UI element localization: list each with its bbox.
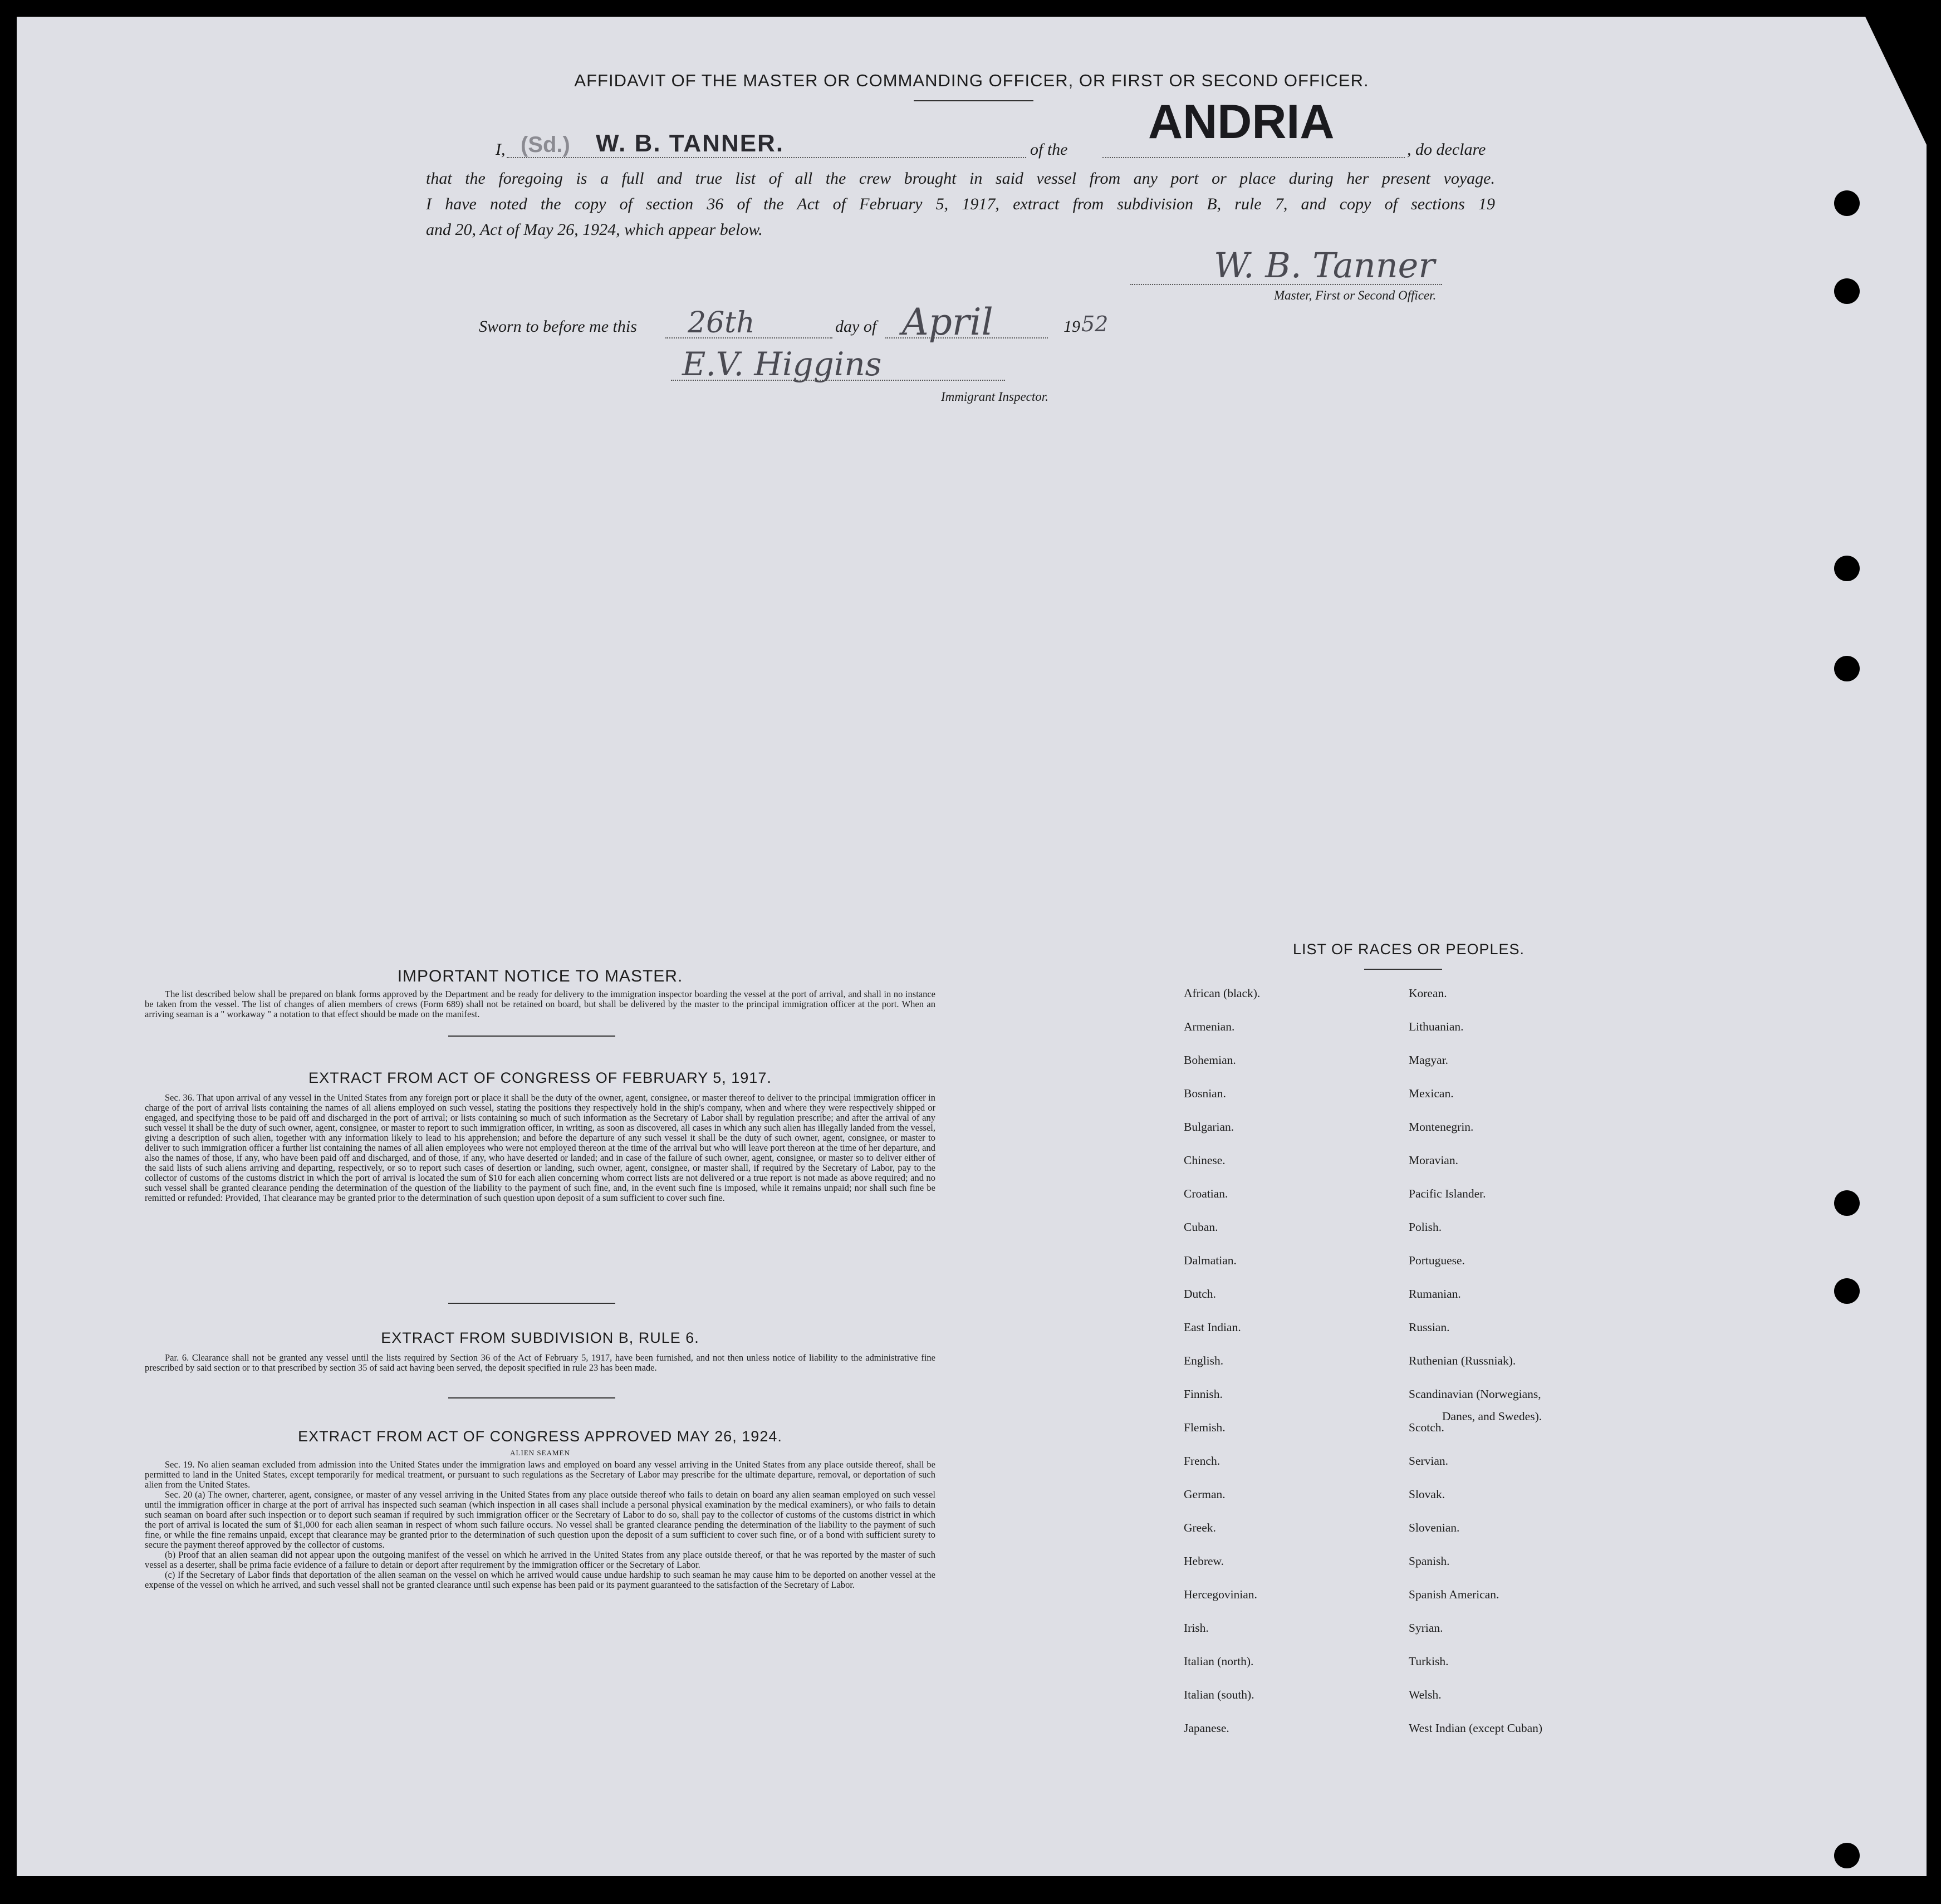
inspector-signature: E.V. Higgins bbox=[682, 345, 882, 383]
master-name: W. B. TANNER. bbox=[596, 130, 785, 157]
extract-1917-body bbox=[145, 1093, 935, 1203]
extract-rule6-body bbox=[145, 1353, 935, 1373]
sworn-label: Sworn to before me this bbox=[479, 317, 637, 336]
race-item: Chinese. bbox=[1184, 1154, 1226, 1167]
race-item: Servian. bbox=[1409, 1454, 1449, 1468]
punch-hole bbox=[1834, 656, 1860, 681]
race-item: East Indian. bbox=[1184, 1321, 1241, 1334]
vessel-name: ANDRIA bbox=[1148, 95, 1335, 149]
race-item: Rumanian. bbox=[1409, 1287, 1461, 1301]
race-item: Greek. bbox=[1184, 1521, 1216, 1534]
races-title-divider bbox=[1364, 969, 1442, 970]
race-item: Turkish. bbox=[1409, 1655, 1449, 1668]
race-item: Slovak. bbox=[1409, 1488, 1445, 1501]
section-divider bbox=[448, 1397, 615, 1398]
sec-19-text: Sec. 19. No alien seaman excluded from admission into the United States under the immigration laws and employed on board any vessel arriving in the United States from any place outside thereof, shall be permitted to land in the United States, except temporarily for medical treatment, or pursuant to such regulations as the Secretary of Labor may prescribe for the ultimate departure, removal, or deportation of such alien from the United States. bbox=[145, 1459, 935, 1490]
sworn-month-line bbox=[885, 337, 1048, 338]
i-label: I, bbox=[496, 140, 506, 159]
race-item: Slovenian. bbox=[1409, 1521, 1460, 1534]
affidavit-line3: I have noted the copy of section 36 of the Act of February 5, 1917, extract from subdivision B, rule 7, and copy of sections 19 bbox=[426, 195, 1495, 213]
extract-rule6-title: EXTRACT FROM SUBDIVISION B, RULE 6. bbox=[381, 1329, 699, 1346]
sd-stamp: (Sd.) bbox=[521, 133, 570, 157]
race-item: Japanese. bbox=[1184, 1721, 1229, 1735]
races-left-column bbox=[1184, 987, 1406, 1755]
race-item: Hercegovinian. bbox=[1184, 1588, 1257, 1601]
race-item: Montenegrin. bbox=[1409, 1120, 1474, 1133]
alien-seamen-subtitle: ALIEN SEAMEN bbox=[510, 1449, 570, 1457]
master-signature-line bbox=[1130, 284, 1442, 285]
race-item: Polish. bbox=[1409, 1220, 1442, 1234]
race-item: Ruthenian (Russniak). bbox=[1409, 1354, 1516, 1367]
race-item: French. bbox=[1184, 1454, 1221, 1468]
race-item: Armenian. bbox=[1184, 1020, 1235, 1033]
race-item: Irish. bbox=[1184, 1621, 1209, 1635]
race-item: Italian (north). bbox=[1184, 1655, 1254, 1668]
sworn-day-line bbox=[665, 337, 832, 338]
sec-20b-text: (b) Proof that an alien seaman did not appear upon the outgoing manifest of the vessel on which he arrived in the United States from any place outside thereof, or that he was reported by the master of such vessel as a deserter, shall be prima facie evidence of a failure to detain or deport after requirement by the immigration officer or the Secretary of Labor. bbox=[145, 1549, 935, 1570]
race-item: Moravian. bbox=[1409, 1154, 1458, 1167]
punch-hole bbox=[1834, 1190, 1860, 1216]
do-declare-label: , do declare bbox=[1407, 140, 1486, 159]
notice-body bbox=[145, 989, 935, 1019]
race-item: Pacific Islander. bbox=[1409, 1187, 1486, 1200]
sworn-block bbox=[17, 295, 1927, 434]
punch-hole bbox=[1834, 1278, 1860, 1304]
notice-title: IMPORTANT NOTICE TO MASTER. bbox=[397, 967, 683, 985]
race-item: Russian. bbox=[1409, 1321, 1450, 1334]
race-item: Portuguese. bbox=[1409, 1254, 1465, 1267]
section-divider bbox=[448, 1036, 615, 1037]
notice-text: The list described below shall be prepared on blank forms approved by the Department and be ready for delivery to the immigration inspector boarding the vessel at the port of arrival, and shall in no instance be taken from the vessel. The list of changes of alien members of crews (Form 689) shall not be retained on board, but shall be delivered by the master to the principal immigration officer at the port. When an arriving seaman is a " workaway " a notation to that effect should be made on the manifest. bbox=[145, 989, 935, 1019]
extract-1924-title: EXTRACT FROM ACT OF CONGRESS APPROVED MAY 26, 1924. bbox=[298, 1428, 782, 1445]
race-item: Cuban. bbox=[1184, 1220, 1218, 1234]
race-item: Bosnian. bbox=[1184, 1087, 1226, 1100]
race-item: Spanish. bbox=[1409, 1554, 1450, 1568]
race-item: Syrian. bbox=[1409, 1621, 1443, 1635]
race-item: West Indian (except Cuban) bbox=[1409, 1721, 1543, 1735]
section-divider bbox=[448, 1303, 615, 1304]
sec-20c-text: (c) If the Secretary of Labor finds that deportation of the alien seaman on the vessel on which he arrived would cause undue hardship to such seaman he may cause him to be deported on another vessel at the expense of the vessel on which he arrived, and such vessel shall not be granted clearance until such expense has been paid or its payment guaranteed to the satisfaction of the Secretary of Labor. bbox=[145, 1569, 935, 1590]
inspector-caption: Immigrant Inspector. bbox=[941, 390, 1048, 404]
race-item: Hebrew. bbox=[1184, 1554, 1224, 1568]
document-page bbox=[17, 17, 1927, 1876]
sec-36-text: Sec. 36. That upon arrival of any vessel in the United States from any foreign port or place it shall be the duty of the owner, agent, consignee, or master thereof to deliver to the principal immigration officer in charge of the port of arrival lists containing the names of all aliens employed on such vessel, stating the positions they respectively hold in the ship's company, when and where they were respectively shipped or engaged, and specifying those to be paid off and discharged in the port of arrival; or lists containing so much of such information as the Secretary of Labor shall by regulation prescribe; and after the arrival of any such vessel it shall be the duty of such owner, agent, consignee, or master to report to such immigration officer, in writing, as soon as discovered, all cases in which any such alien has illegally landed from the vessel, giving a description of such alien, together with any information likely to lead to his apprehension; and before the departure of any such vessel it shall be the duty of such owner, agent, consignee, or master to deliver to such immigration officer a further list containing the names of all alien employees who were not employed thereon at the time of the arrival but who will leave port thereon at the time of her departure, and also the names of those, if any, who have been paid off and discharged, and of those, if any, who have deserted or landed; and in case of the failure of such owner, agent, consignee, or master so to deliver either of the said lists of such aliens arriving and departing, respectively, or so to report such cases of desertion or landing, such owner, agent, consignee, or master shall, if required by the Secretary of Labor, pay to the collector of customs of the customs district in which the port of arrival is located the sum of $10 for each alien concerning whom correct lists are not delivered or a true report is not made as above required; and no such vessel shall be granted clearance pending the determination of the question of the liability to the payment of such fine, and, in the event such fine is imposed, while it remains unpaid; nor shall such fine be remitted or refunded: Provided, That clearance may be granted prior to the determination of such question upon deposit of a sum sufficient to cover such fine. bbox=[145, 1092, 935, 1203]
race-item: African (black). bbox=[1184, 987, 1261, 1000]
extract-1924-body bbox=[145, 1460, 935, 1590]
affidavit-block bbox=[17, 17, 1927, 328]
race-item: Bohemian. bbox=[1184, 1053, 1236, 1067]
sworn-day: 26th bbox=[688, 306, 755, 340]
sworn-month: April bbox=[902, 301, 993, 343]
race-item: Scandinavian (Norwegians, bbox=[1409, 1387, 1541, 1401]
race-item: Welsh. bbox=[1409, 1688, 1442, 1701]
year-prefix: 19 bbox=[1063, 317, 1080, 336]
affidavit-heading: AFFIDAVIT OF THE MASTER OR COMMANDING OFFICER, OR FIRST OR SECOND OFFICER. bbox=[574, 71, 1369, 90]
punch-hole bbox=[1834, 556, 1860, 581]
race-item: German. bbox=[1184, 1488, 1226, 1501]
master-caption: Master, First or Second Officer. bbox=[1274, 288, 1437, 302]
year-suffix: 52 bbox=[1081, 312, 1109, 336]
race-item: Scotch. bbox=[1409, 1421, 1444, 1434]
race-item: English. bbox=[1184, 1354, 1224, 1367]
races-title: LIST OF RACES OR PEOPLES. bbox=[1292, 941, 1525, 958]
race-item: Dutch. bbox=[1184, 1287, 1216, 1301]
inspector-signature-line bbox=[671, 380, 1005, 381]
race-item: Korean. bbox=[1409, 987, 1447, 1000]
race-item: Croatian. bbox=[1184, 1187, 1228, 1200]
extract-1917-title: EXTRACT FROM ACT OF CONGRESS OF FEBRUARY 5, 1917. bbox=[308, 1069, 772, 1086]
race-item: Mexican. bbox=[1409, 1087, 1454, 1100]
race-item: Flemish. bbox=[1184, 1421, 1226, 1434]
race-item: Lithuanian. bbox=[1409, 1020, 1464, 1033]
races-continuation: Danes, and Swedes). bbox=[1442, 1410, 1542, 1423]
master-signature: W. B. Tanner bbox=[1214, 245, 1435, 286]
races-right-column bbox=[1409, 987, 1643, 1755]
sec-20a-text: Sec. 20 (a) The owner, charterer, agent, consignee, or master of any vessel arriving in the United States from any place outside thereof who fails to detain on board any alien seaman employed on such vessel until the immigration officer in charge at the port of arrival has inspected such seaman (which inspection in all cases shall include a personal physical examination by the medical examiners), or who fails to detain such seaman on board after such inspection or to deport such seaman if required by such immigration officer or the Secretary of Labor to do so, shall pay to the collector of customs of the customs district in which the port of arrival is located the sum of $1,000 for each alien seaman in respect of whom such failure occurs. No vessel shall be granted clearance pending the determination of the liability to the payment of such fine, or while the fine remains unpaid, except that clearance may be granted prior to the determination of such question upon the deposit of a sum sufficient to cover such fine, or of a bond with sufficient surety to secure the payment thereof approved by the collector of customs. bbox=[145, 1489, 935, 1550]
race-item: Spanish American. bbox=[1409, 1588, 1499, 1601]
race-item: Magyar. bbox=[1409, 1053, 1449, 1067]
of-the-label: of the bbox=[1030, 140, 1068, 159]
race-item: Italian (south). bbox=[1184, 1688, 1254, 1701]
master-name-line bbox=[507, 157, 1026, 158]
affidavit-line2: that the foregoing is a full and true list of all the crew brought in said vessel from any port or place during her present voyage. bbox=[426, 169, 1495, 188]
race-item: Dalmatian. bbox=[1184, 1254, 1237, 1267]
affidavit-line4: and 20, Act of May 26, 1924, which appear below. bbox=[426, 220, 763, 239]
race-item: Bulgarian. bbox=[1184, 1120, 1234, 1133]
par-6-text: Par. 6. Clearance shall not be granted any vessel until the lists required by Section 36 of the Act of February 5, 1917, have been furnished, and not then unless notice of liability to the administrative fine prescribed by said section or to that prescribed by section 35 of said act having been served, the deposit specified in rule 23 has been made. bbox=[145, 1352, 935, 1373]
vessel-name-line bbox=[1102, 157, 1405, 158]
race-item: Finnish. bbox=[1184, 1387, 1223, 1401]
punch-hole bbox=[1834, 1843, 1860, 1868]
day-of-label: day of bbox=[835, 317, 877, 336]
